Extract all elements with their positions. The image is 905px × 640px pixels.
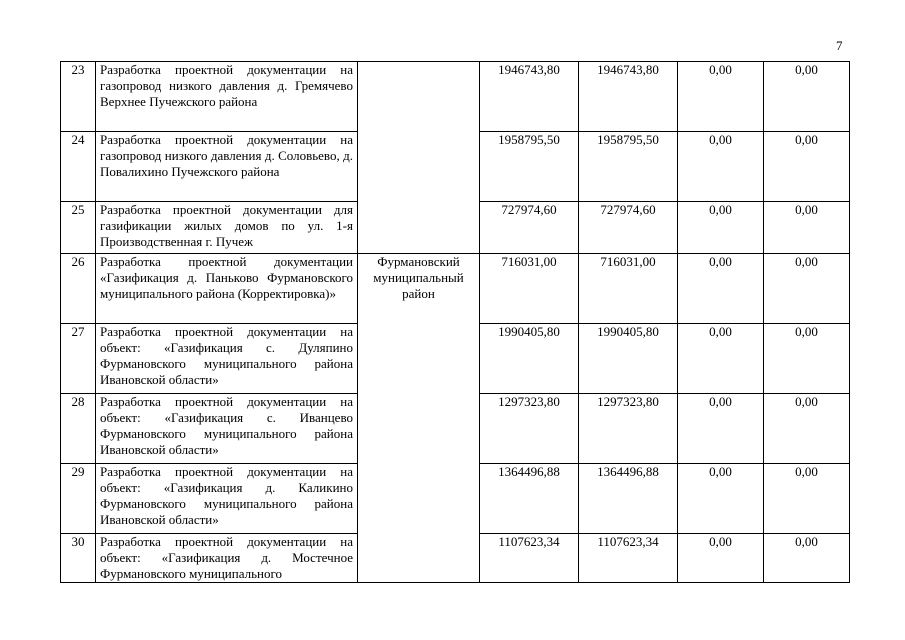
page-number: 7	[836, 38, 843, 53]
amount-federal: 0,00	[678, 62, 764, 132]
row-number: 25	[61, 202, 96, 254]
row-description: Разработка проектной документации «Газификация д. Паньково Фурмановского муниципального района (Корректировка)»	[96, 254, 358, 324]
row-number: 29	[61, 464, 96, 534]
budget-table	[60, 61, 850, 583]
row-number: 26	[61, 254, 96, 324]
amount-regional: 1297323,80	[579, 394, 678, 464]
row-number: 24	[61, 132, 96, 202]
amount-federal: 0,00	[678, 132, 764, 202]
amount-federal: 0,00	[678, 324, 764, 394]
amount-total: 1958795,50	[480, 132, 579, 202]
amount-regional: 1107623,34	[579, 534, 678, 583]
district-name: Фурмановский муниципальный район	[358, 254, 480, 583]
amount-local: 0,00	[764, 254, 850, 324]
row-description: Разработка проектной документации для газификации жилых домов по ул. 1-я Производственная г. Пучеж	[96, 202, 358, 254]
row-description: Разработка проектной документации на объект: «Газификация с. Иванцево Фурмановского муниципального района Ивановской области»	[96, 394, 358, 464]
table-row	[61, 254, 850, 324]
amount-federal: 0,00	[678, 254, 764, 324]
amount-federal: 0,00	[678, 202, 764, 254]
amount-total: 1297323,80	[480, 394, 579, 464]
amount-total: 716031,00	[480, 254, 579, 324]
row-description: Разработка проектной документации на объект: «Газификация с. Дуляпино Фурмановского муниципального района Ивановской области»	[96, 324, 358, 394]
row-description: Разработка проектной документации на газопровод низкого давления д. Соловьево, д. Повалихино Пучежского района	[96, 132, 358, 202]
row-number: 23	[61, 62, 96, 132]
table-row	[61, 62, 850, 132]
amount-total: 1107623,34	[480, 534, 579, 583]
row-description: Разработка проектной документации на газопровод низкого давления д. Гремячево Верхнее Пучежского района	[96, 62, 358, 132]
amount-local: 0,00	[764, 202, 850, 254]
amount-regional: 1364496,88	[579, 464, 678, 534]
district-cell-empty	[358, 62, 480, 254]
amount-total: 727974,60	[480, 202, 579, 254]
amount-local: 0,00	[764, 534, 850, 583]
amount-federal: 0,00	[678, 464, 764, 534]
row-number: 27	[61, 324, 96, 394]
amount-regional: 727974,60	[579, 202, 678, 254]
amount-federal: 0,00	[678, 534, 764, 583]
amount-local: 0,00	[764, 464, 850, 534]
amount-local: 0,00	[764, 324, 850, 394]
amount-regional: 1958795,50	[579, 132, 678, 202]
amount-federal: 0,00	[678, 394, 764, 464]
row-description: Разработка проектной документации на объект: «Газификация д. Мостечное Фурмановского муниципального	[96, 534, 358, 583]
amount-regional: 716031,00	[579, 254, 678, 324]
amount-total: 1990405,80	[480, 324, 579, 394]
amount-total: 1946743,80	[480, 62, 579, 132]
row-number: 30	[61, 534, 96, 583]
row-description: Разработка проектной документации на объект: «Газификация д. Каликино Фурмановского муниципального района Ивановской области»	[96, 464, 358, 534]
amount-regional: 1946743,80	[579, 62, 678, 132]
row-number: 28	[61, 394, 96, 464]
amount-local: 0,00	[764, 132, 850, 202]
amount-local: 0,00	[764, 62, 850, 132]
amount-local: 0,00	[764, 394, 850, 464]
amount-regional: 1990405,80	[579, 324, 678, 394]
amount-total: 1364496,88	[480, 464, 579, 534]
